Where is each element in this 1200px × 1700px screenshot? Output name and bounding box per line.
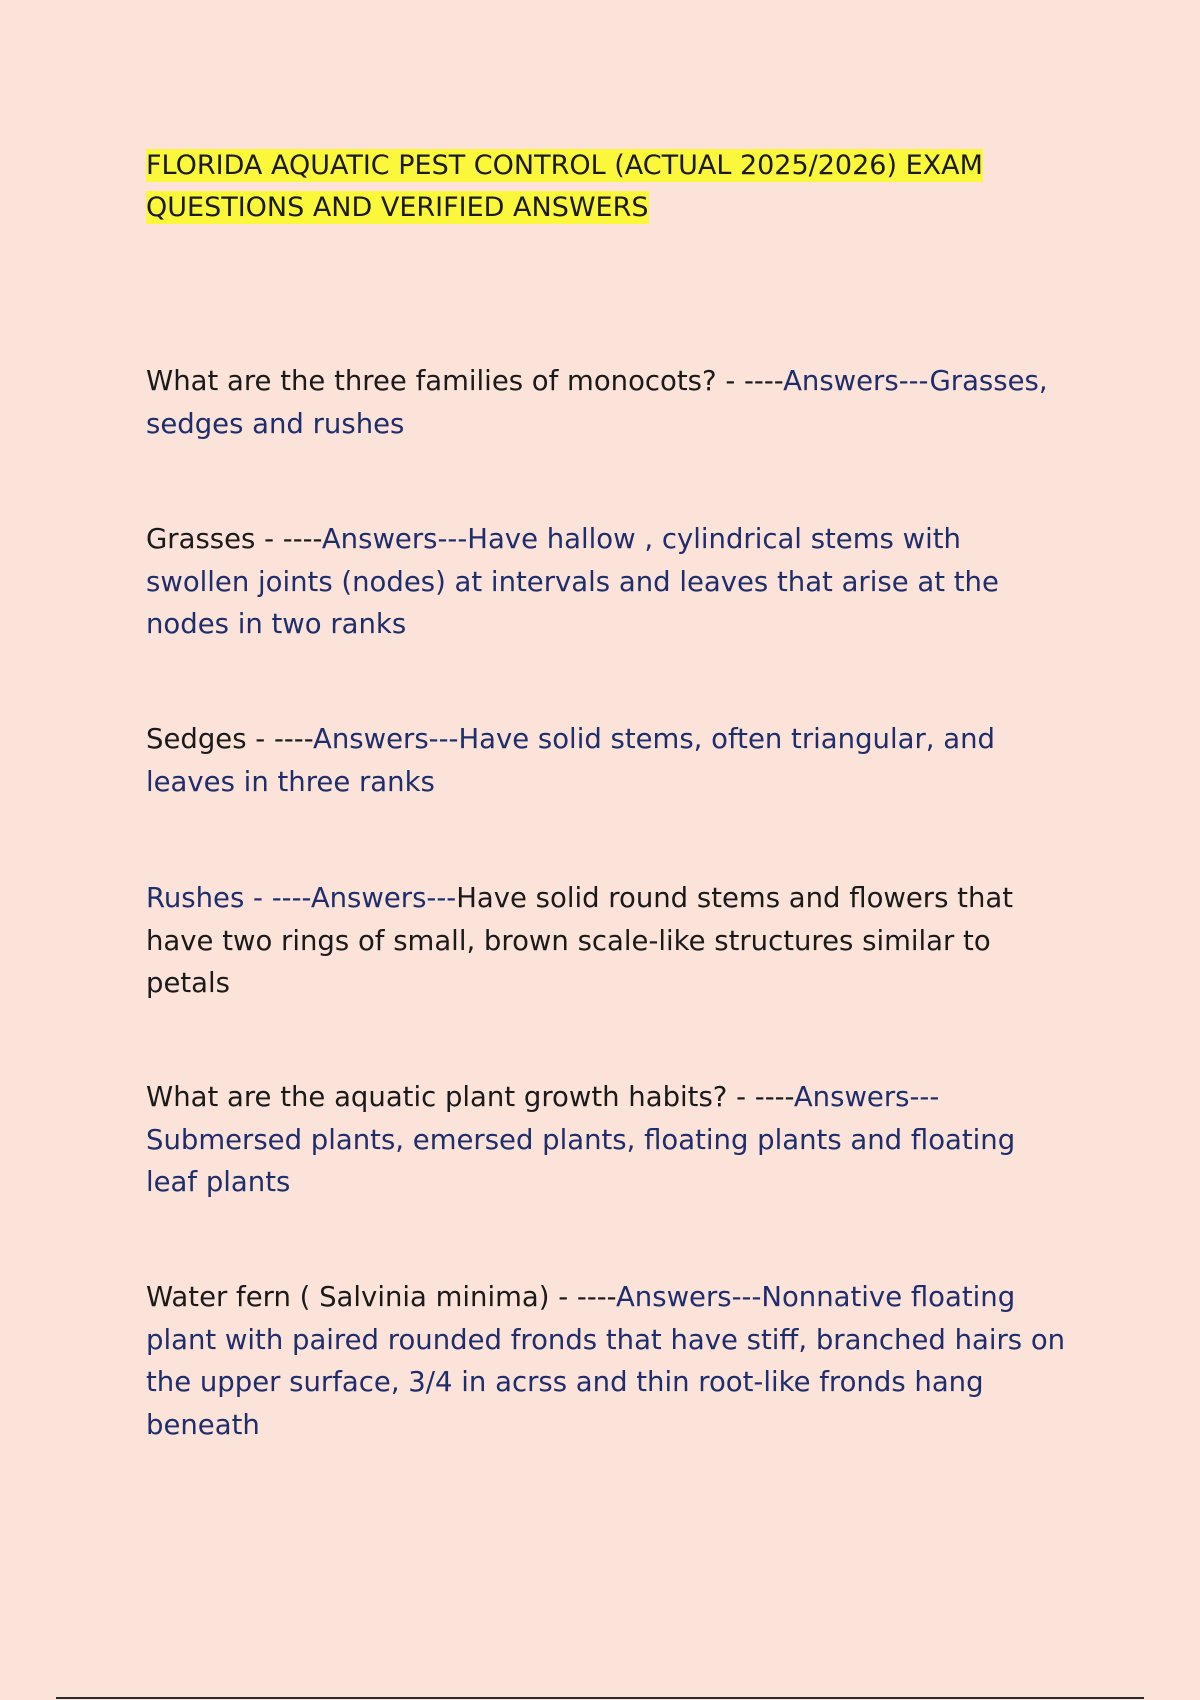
separator: - ---- [255, 523, 322, 555]
title-highlight: FLORIDA AQUATIC PEST CONTROL (ACTUAL 2025/2026) EXAM QUESTIONS AND VERIFIED ANSWERS [146, 150, 983, 223]
answer-label: Answers--- [793, 1081, 940, 1113]
separator: - ---- [244, 882, 311, 914]
question-text: Sedges [146, 723, 247, 755]
question-text: Water fern ( Salvinia minima) [146, 1281, 550, 1313]
answer-label: Answers--- [313, 723, 459, 755]
document-title [146, 145, 1066, 229]
answer-label: Answers--- [310, 882, 457, 914]
answer-label: Answers--- [616, 1281, 762, 1313]
separator: - ---- [716, 365, 784, 397]
answer-text: Grasses, sedges and rushes [146, 365, 1048, 440]
qa-item-rushes [146, 877, 1066, 1005]
question-text: What are the aquatic plant growth habits? [146, 1081, 728, 1113]
answer-text: Have hallow , cylindrical stems with swollen joints (nodes) at intervals and leaves that arise at the nodes in two ranks [146, 523, 999, 640]
answer-text: Have solid stems, often triangular, and leaves in three ranks [146, 723, 995, 798]
bottom-divider [56, 1697, 1144, 1699]
question-text: What are the three families of monocots? [146, 365, 717, 397]
answer-text: Have solid round stems and flowers that have two rings of small, brown scale-like structures similar to petals [146, 882, 1014, 999]
separator: - ---- [727, 1081, 794, 1113]
answer-label: Answers--- [783, 365, 930, 397]
qa-item-sedges [146, 718, 1066, 803]
qa-item-grasses [146, 518, 1066, 646]
qa-item-water-fern [146, 1276, 1066, 1446]
answer-text: Submersed plants, emersed plants, floating plants and floating leaf plants [146, 1123, 1016, 1198]
qa-item-monocot-families [146, 360, 1066, 445]
question-text: Rushes [146, 882, 245, 914]
separator: - ---- [246, 723, 314, 755]
answer-text: Nonnative floating plant with paired rounded fronds that have stiff, branched hairs on the upper surface, 3/4 in acrss and thin root-like fronds hang beneath [146, 1281, 1066, 1441]
question-text: Grasses [146, 523, 256, 555]
qa-item-growth-habits [146, 1076, 1066, 1204]
answer-label: Answers--- [321, 523, 468, 555]
separator: - ---- [549, 1281, 616, 1313]
